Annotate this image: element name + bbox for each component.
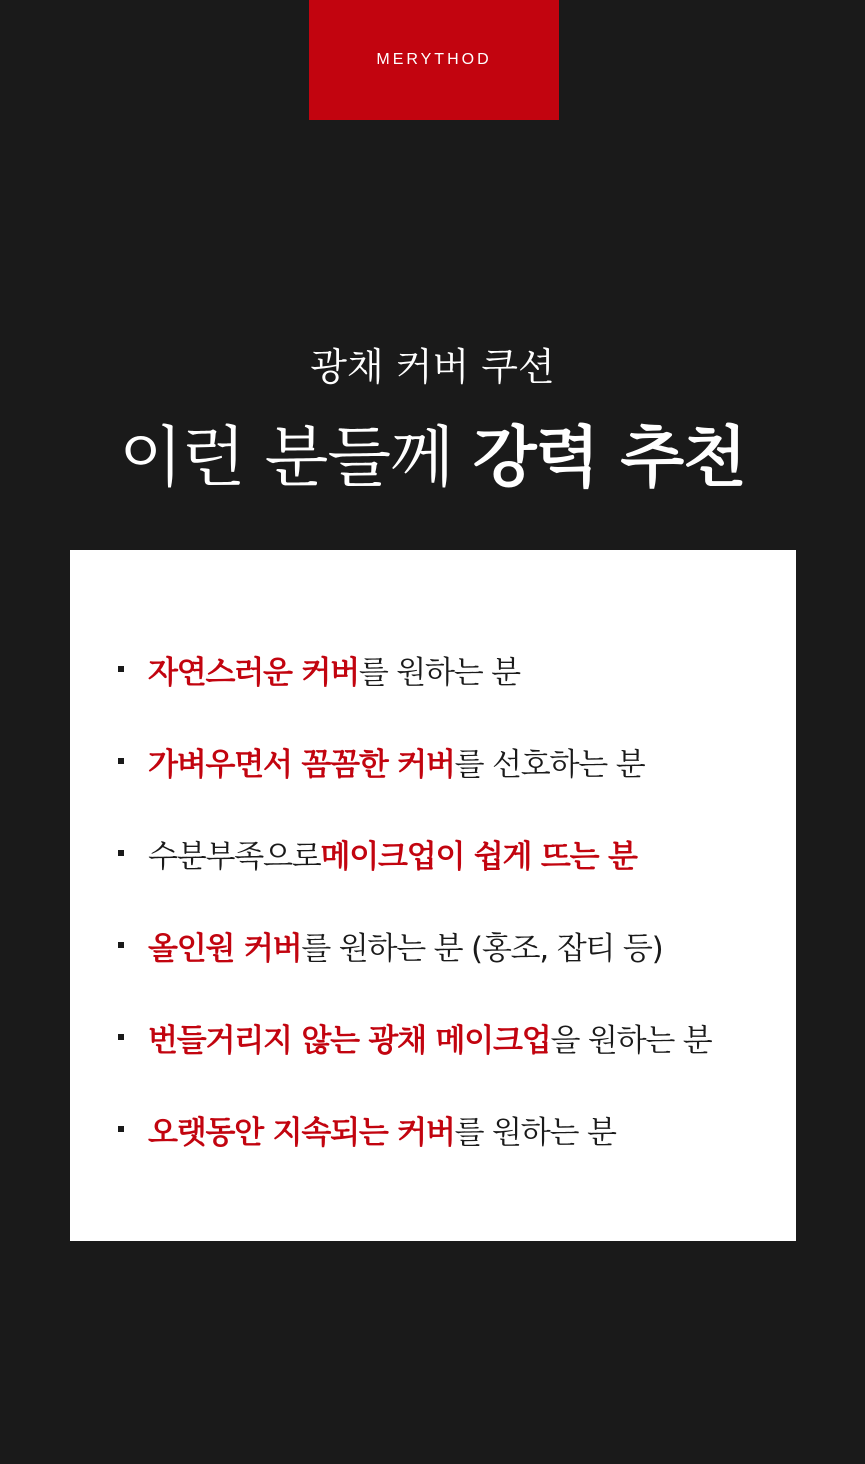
list-item (118, 828, 637, 878)
item-text: 수분부족으로 (148, 838, 321, 875)
page-title (0, 415, 865, 501)
title-normal: 이런 분들께 (119, 419, 453, 496)
bullet-icon (118, 850, 124, 856)
item-text: 를 선호하는 분 (454, 746, 645, 783)
list-item (118, 1104, 616, 1154)
item-highlight: 올인원 커버 (148, 930, 302, 967)
item-highlight: 번들거리지 않는 광채 메이크업 (148, 1022, 551, 1059)
product-subtitle: 광채 커버 쿠션 (310, 345, 555, 389)
item-highlight: 오랫동안 지속되는 커버 (148, 1114, 455, 1151)
bullet-icon (118, 758, 124, 764)
title-strong: 강력 추천 (472, 419, 746, 496)
list-item (118, 644, 520, 694)
item-highlight: 메이크업이 쉽게 뜨는 분 (320, 838, 637, 875)
bullet-icon (118, 942, 124, 948)
item-text: 를 원하는 분 (358, 654, 520, 691)
item-text: 를 원하는 분 (454, 1114, 616, 1151)
brand-badge (309, 0, 559, 120)
brand-name: MERYTHOD (376, 51, 492, 68)
bullet-icon (118, 1034, 124, 1040)
bullet-icon (118, 1126, 124, 1132)
item-text: 을 원하는 분 (550, 1022, 712, 1059)
item-highlight: 자연스러운 커버 (148, 654, 359, 691)
list-item (118, 736, 644, 786)
bullet-icon (118, 666, 124, 672)
item-highlight: 가벼우면서 꼼꼼한 커버 (148, 746, 455, 783)
item-text: 를 원하는 분 (홍조, 잡티 등) (301, 930, 663, 967)
list-item (118, 1012, 712, 1062)
list-item (118, 920, 663, 970)
